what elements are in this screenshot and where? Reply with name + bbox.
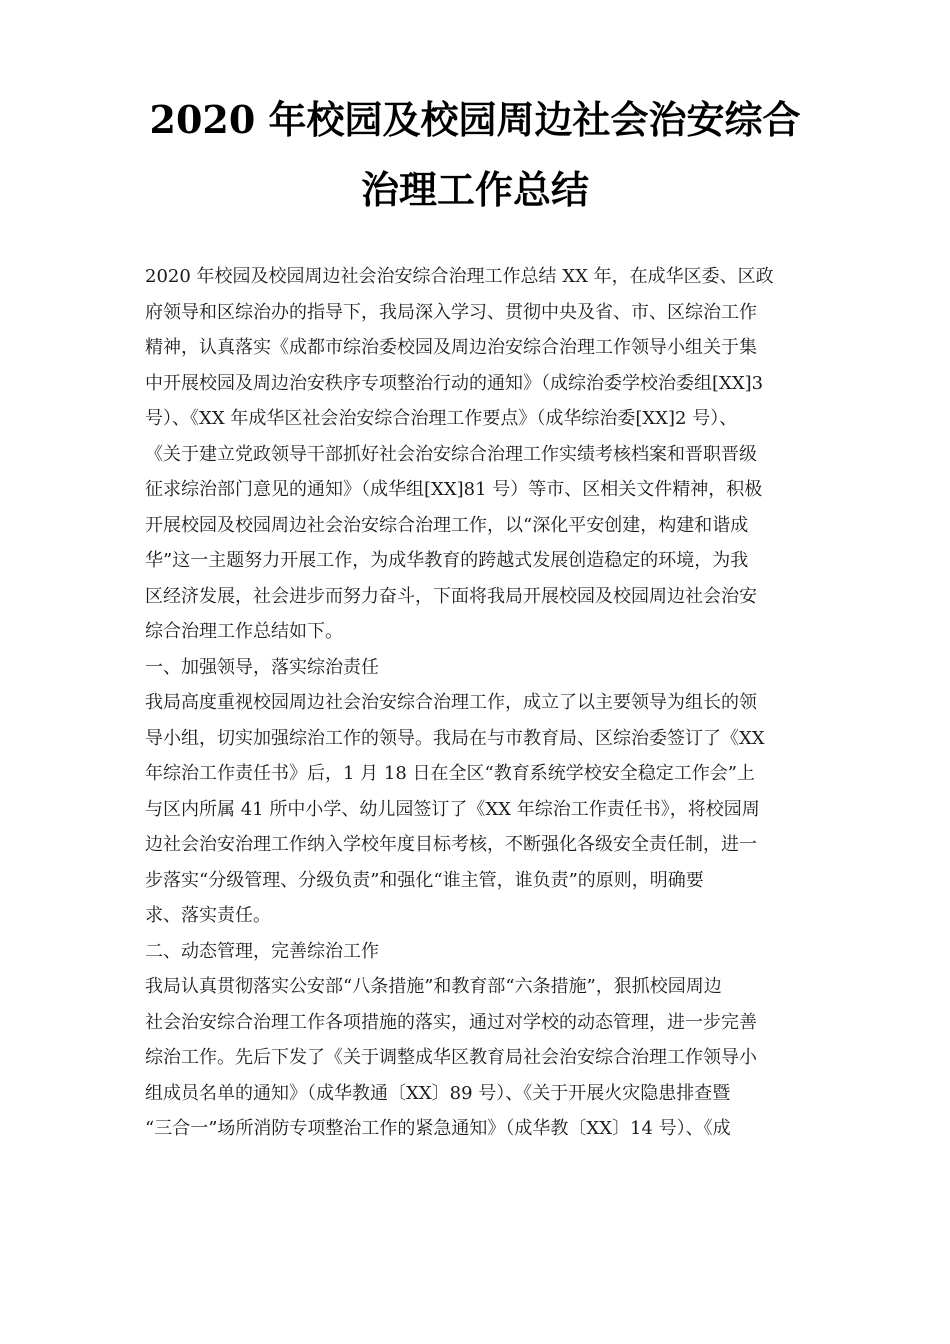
body-line: 《关于建立党政领导干部抓好社会治安综合治理工作实绩考核档案和晋职晋级 — [145, 443, 757, 465]
body-line: 府领导和区综治办的指导下，我局深入学习、贯彻中央及省、市、区综治工作 — [145, 301, 757, 323]
body-line: 综合治理工作总结如下。 — [145, 621, 343, 642]
body-line: 组成员名单的通知》（成华教通〔XX〕89 号）、《关于开展火灾隐患排查暨 — [145, 1082, 731, 1104]
body-line: 我局认真贯彻落实公安部“八条措施”和教育部“六条措施”，狠抓校园周边 — [145, 976, 722, 997]
body-line: 与区内所属 41 所中小学、幼儿园签订了《XX 年综治工作责任书》，将校园周 — [145, 798, 760, 820]
body-line: “三合一”场所消防专项整治工作的紧急通知》（成华教〔XX〕14 号）、《成 — [145, 1118, 731, 1139]
document-title-line-1: 2020 年校园及校园周边社会治安综合 — [149, 97, 801, 142]
body-line: 步落实“分级管理、分级负责”和强化“谁主管，谁负责”的原则，明确要 — [145, 869, 704, 891]
body-line: 求、落实责任。 — [145, 905, 271, 926]
body-line: 导小组，切实加强综治工作的领导。我局在与市教育局、区综治委签订了《XX — [145, 727, 765, 749]
body-line: 社会治安综合治理工作各项措施的落实，通过对学校的动态管理，进一步完善 — [145, 1011, 757, 1033]
document-title-line-2: 治理工作总结 — [360, 167, 589, 212]
body-line: 2020 年校园及校园周边社会治安综合治理工作总结 XX 年，在成华区委、区政 — [145, 266, 774, 287]
body-line: 我局高度重视校园周边社会治安综合治理工作，成立了以主要领导为组长的领 — [145, 692, 757, 713]
document-body — [145, 262, 810, 1150]
body-line: 开展校园及校园周边社会治安综合治理工作，以“深化平安创建，构建和谐成 — [145, 514, 749, 536]
section-heading-1: 一、加强领导，落实综治责任 — [145, 656, 379, 678]
body-line: 精神，认真落实《成都市综治委校园及周边治安综合治理工作领导小组关于集 — [145, 337, 757, 358]
body-line: 华”这一主题努力开展工作，为成华教育的跨越式发展创造稳定的环境，为我 — [145, 550, 749, 571]
section-heading-2: 二、动态管理，完善综治工作 — [145, 940, 379, 962]
body-line: 年综治工作责任书》后，1 月 18 日在全区“教育系统学校安全稳定工作会”上 — [145, 763, 755, 784]
body-line: 综治工作。先后下发了《关于调整成华区教育局社会治安综合治理工作领导小 — [145, 1047, 757, 1068]
body-line: 中开展校园及周边治安秩序专项整治行动的通知》（成综治委学校治委组[XX]3 — [145, 372, 764, 394]
body-line: 号）、《XX 年成华区社会治安综合治理工作要点》（成华综治委[XX]2 号）、 — [145, 408, 738, 429]
body-line: 区经济发展，社会进步而努力奋斗，下面将我局开展校园及校园周边社会治安 — [145, 585, 757, 607]
body-line: 边社会治安治理工作纳入学校年度目标考核，不断强化各级安全责任制，进一 — [145, 834, 757, 855]
body-line: 征求综治部门意见的通知》（成华组[XX]81 号）等市、区相关文件精神，积极 — [145, 479, 763, 500]
